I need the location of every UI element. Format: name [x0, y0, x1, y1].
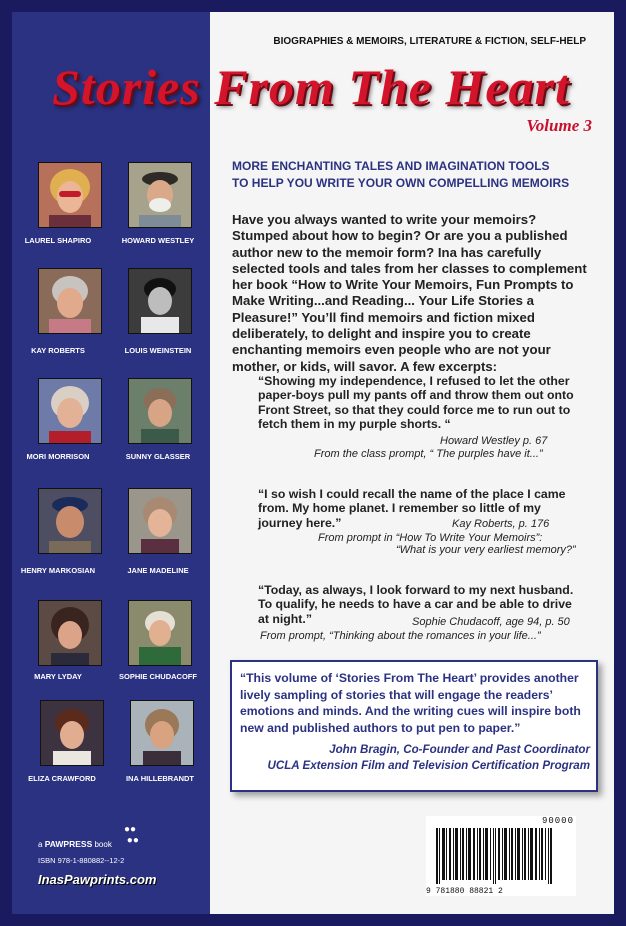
endorsement-attribution: [240, 742, 590, 773]
author-name: ELIZA CRAWFORD: [28, 774, 96, 783]
author-portrait: [128, 268, 192, 334]
author-portrait: [128, 488, 192, 554]
author-name: HOWARD WESTLEY: [121, 236, 195, 245]
excerpt-quote: “Showing my independence, I refused to let the other paper-boys pull my pants off and throw them out onto Front Street, so that they could force me to run out to fetch them in my purple shorts. “: [258, 374, 574, 432]
headline: [232, 158, 602, 192]
publisher-suffix: book: [94, 840, 112, 849]
category-line: BIOGRAPHIES & MEMOIRS, LITERATURE & FICTION, SELF-HELP: [273, 36, 586, 47]
intro-paragraph: Have you always wanted to write your memoirs? Stumped about how to begin? Or are you a published author new to the memoir form? Ina has carefully selected tools and tales from her classes to complement her book “How to Write Your Memoirs, Fun Prompts to Make Writing...and Reading... Your Life Stories a Pleasure!” You’ll find memoirs and fiction mixed deliberately, to delight and inspire you to create enchanting memoirs even people who are not your mother, or kids, will savor. A few excerpts:: [232, 212, 587, 374]
excerpt-quote: “I so wish I could recall the name of the place I came from. My home planet. I remember so little of my journey here.”: [258, 487, 566, 530]
publisher-line: [38, 839, 112, 849]
barcode-bars: [426, 828, 576, 896]
author-portrait: [130, 700, 194, 766]
excerpt-author: Sophie Chudacoff, age 94, p. 50: [412, 616, 570, 628]
author-portrait: [38, 268, 102, 334]
paw-print-icon: ●● ●●: [124, 824, 139, 846]
excerpt-author: Howard Westley p. 67: [440, 435, 548, 447]
excerpt-quote: “Today, as always, I look forward to my next husband. To qualify, he needs to have a car and be able to drive at night.”: [258, 583, 574, 626]
volume-label: Volume 3: [526, 116, 592, 135]
author-portrait: [128, 378, 192, 444]
author-portrait: [38, 488, 102, 554]
author-name: LAUREL SHAPIRO: [24, 236, 92, 245]
author-portrait: [38, 162, 102, 228]
excerpt-prompt: From prompt in “How To Write Your Memoirs”:: [318, 532, 543, 544]
author-name: LOUIS WEINSTEIN: [124, 346, 192, 355]
cover-panel: [12, 12, 614, 914]
author-name: SOPHIE CHUDACOFF: [119, 672, 197, 681]
endorser-name: John Bragin, Co-Founder and Past Coordinator: [329, 743, 590, 757]
headline-line: MORE ENCHANTING TALES AND IMAGINATION TOOLS: [232, 159, 550, 173]
author-name: MARY LYDAY: [34, 672, 82, 681]
endorsement-quote: “This volume of ‘Stories From The Heart’ provides another lively sampling of stories that will engage the readers’ emotions and minds. And the writing cues will inspire both new and published authors to put pen to paper.”: [240, 671, 581, 735]
author-name: HENRY MARKOSIAN: [20, 566, 96, 575]
publisher-website: InasPawprints.com: [38, 872, 157, 887]
excerpt-prompt: From prompt, “Thinking about the romances in your life...”: [260, 630, 541, 642]
author-name: JANE MADELINE: [127, 566, 189, 575]
author-name: MORI MORRISON: [26, 452, 90, 461]
endorser-org: UCLA Extension Film and Television Certification Program: [267, 758, 590, 772]
publisher-prefix: a: [38, 840, 43, 849]
isbn: ISBN 978-1-880882--12-2: [38, 856, 125, 865]
headline-line: TO HELP YOU WRITE YOUR OWN COMPELLING MEMOIRS: [232, 176, 570, 190]
author-portrait: [38, 600, 102, 666]
author-name: SUNNY GLASSER: [125, 452, 191, 461]
publisher-name: PAWPRESS: [44, 839, 93, 849]
excerpt-author: Kay Roberts, p. 176: [452, 518, 550, 530]
barcode-price-code: 90000: [541, 816, 574, 826]
author-portrait: [128, 600, 192, 666]
excerpt-prompt: “What is your very earliest memory?”: [396, 544, 576, 556]
isbn-barcode: [426, 816, 576, 896]
author-name: KAY ROBERTS: [31, 346, 85, 355]
author-portrait: [38, 378, 102, 444]
author-portrait: [128, 162, 192, 228]
barcode-digits: 9 781880 88821 2: [426, 887, 503, 896]
excerpt-prompt: From the class prompt, “ The purples have it...”: [314, 448, 543, 460]
author-portrait: [40, 700, 104, 766]
author-name: INA HILLEBRANDT: [125, 774, 195, 783]
book-title: Stories From The Heart: [52, 59, 570, 115]
endorsement-box: [230, 660, 598, 792]
